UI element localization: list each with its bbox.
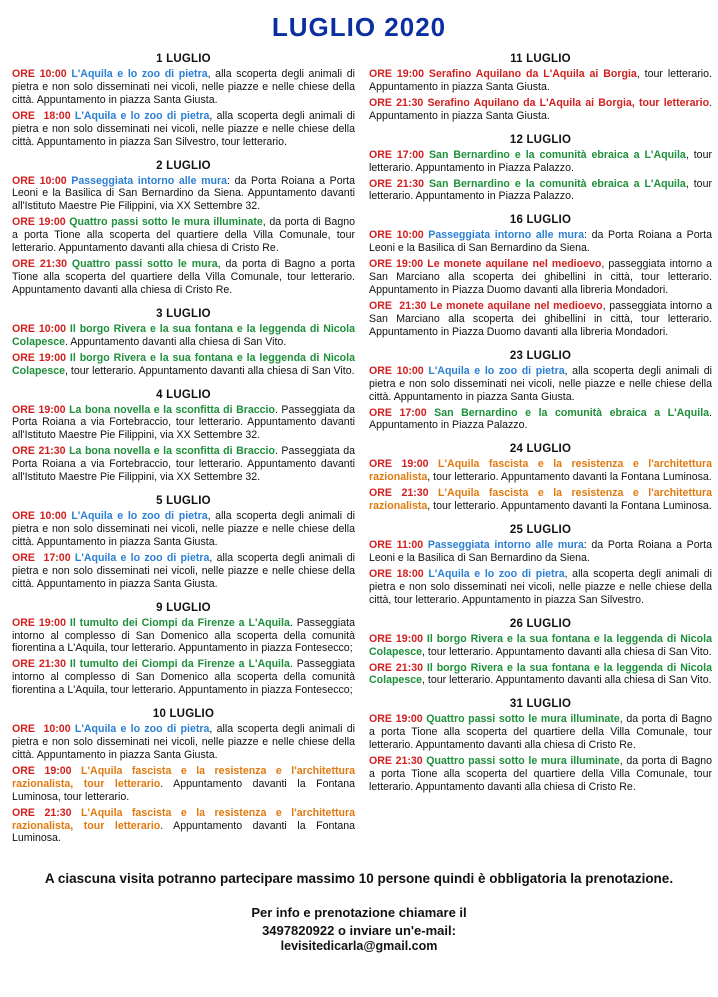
event-description: . Passeggiata intorno al complesso di San Domenico alla scoperta della comunità fiorentina a L'Aquila, tour letterario. Appuntamento in piazza Fontesecco;	[12, 658, 355, 697]
event-time: ORE 18:00	[12, 109, 71, 122]
event-description: , tour letterario. Appuntamento in Piazza Palazzo.	[369, 177, 712, 203]
event-entry	[12, 658, 355, 697]
event-description: , alla scoperta degli animali di pietra e non solo disseminati nei vicoli, nelle piazze e nelle chiese della città. Appuntamento in piazza Santa Giusta.	[12, 68, 355, 106]
event-entry	[369, 407, 712, 433]
day-block	[369, 53, 712, 123]
event-time: ORE 10:00	[12, 68, 67, 80]
day-heading: 11 LUGLIO	[510, 53, 571, 65]
event-description: . Appuntamento davanti la Fontana Luminosa.	[12, 819, 356, 845]
event-entry	[12, 216, 355, 255]
event-title: L'Aquila e lo zoo di pietra	[74, 723, 210, 736]
event-time: ORE 10:00	[12, 174, 67, 187]
page-title: LUGLIO 2020	[271, 12, 447, 42]
event-description: , da porta di Bagno a porta Tione alla scoperta del quartiere della Villa Comunale, tour letterario. Appuntamento davanti alla chiesa di Cristo Re.	[369, 755, 713, 793]
event-entry	[369, 755, 712, 794]
event-time: ORE 21:30	[369, 96, 424, 109]
event-title: San Bernardino e la comunità ebraica a L'Aquila	[434, 406, 710, 419]
event-entry	[369, 258, 712, 297]
event-title: Il borgo Rivera e la sua fontana e la leggenda di Nicola Colapesce	[369, 632, 712, 658]
event-title: L'Aquila fascista e la resistenza e l'architettura razionalista, tour letterario	[12, 764, 355, 790]
event-title: La bona novella e la sconfitta di Braccio	[69, 445, 275, 458]
day-block	[369, 350, 712, 433]
day-block	[12, 308, 355, 378]
event-title: Il borgo Rivera e la sua fontana e la leggenda di Nicola Colapesce	[12, 351, 355, 377]
event-title: Serafino Aquilano da L'Aquila ai Borgia	[428, 68, 637, 80]
event-description: , passeggiata intorno a San Marciano alla scoperta dei ghibellini in città, tour letterario. Appuntamento in Piazza Duomo davanti alla libreria Mondadori.	[369, 258, 712, 297]
event-time: ORE 21:30	[12, 258, 67, 271]
event-title: Quattro passi sotto le mura illuminate	[426, 713, 620, 726]
day-block	[12, 602, 355, 698]
day-block	[369, 524, 712, 607]
event-entry	[12, 765, 355, 804]
day-heading: 26 LUGLIO	[509, 617, 572, 630]
event-description: : da Porta Roiana a Porta Leoni e la Basilica di San Bernardino da Siena.	[369, 229, 712, 255]
event-title: L'Aquila e lo zoo di pietra	[428, 364, 565, 377]
event-description: . Passeggiata da Porta Roiana a via Fortebraccio, tour letterario. Appuntamento davanti all'Istituto Maestre Pie Filippini, via XX Settembre 32.	[12, 445, 355, 484]
day-heading: 25 LUGLIO	[509, 524, 572, 537]
event-description: , tour letterario. Appuntamento davanti alla chiesa di San Vito.	[422, 674, 712, 687]
event-title: L'Aquila e lo zoo di pietra	[74, 551, 210, 564]
event-description: , passeggiata intorno a San Marciano alla scoperta dei ghibellini in città, tour letterario. Appuntamento in Piazza Duomo davanti alla libreria Mondadori.	[369, 299, 712, 338]
event-entry	[12, 68, 355, 107]
column-right	[369, 53, 712, 805]
event-title: Le monete aquilane nel medioevo	[430, 299, 603, 312]
event-time: ORE 19:00	[12, 764, 72, 777]
event-title: La bona novella e la sconfitta di Braccio	[69, 403, 275, 416]
event-entry	[369, 300, 712, 339]
event-title: Le monete aquilane nel medioevo	[427, 258, 602, 271]
footer-note: A ciascuna visita potranno partecipare massimo 10 persone quindi è obbligatoria la prenotazione.	[44, 871, 674, 887]
event-description: , tour letterario. Appuntamento davanti la Fontana Luminosa.	[427, 471, 712, 484]
event-description: , alla scoperta degli animali di pietra e non solo disseminati nei vicoli, nelle piazze e nelle chiese della città, tour letterario. Appuntamento in piazza San Silvestro.	[369, 567, 712, 606]
event-entry	[369, 365, 712, 404]
day-block	[369, 618, 712, 688]
event-title: Quattro passi sotto le mura illuminate	[426, 755, 620, 768]
event-title: L'Aquila fascista e la resistenza e l'architettura razionalista, tour letterario	[12, 806, 355, 832]
event-time: ORE 19:00	[369, 258, 424, 271]
day-block	[12, 495, 355, 591]
event-description: , alla scoperta degli animali di pietra e non solo disseminati nei vicoli, nelle piazze e nelle chiese della città. Appuntamento in piazza Santa Giusta.	[12, 551, 355, 590]
day-block	[369, 214, 712, 338]
event-description: . Passeggiata intorno al complesso di San Domenico alla scoperta della comunità fiorentina a L'Aquila, tour letterario. Appuntamento in piazza Fontesecco;	[12, 616, 355, 655]
day-heading: 16 LUGLIO	[509, 214, 572, 227]
event-description: . Appuntamento in piazza Santa Giusta.	[369, 96, 713, 122]
event-title: L'Aquila fascista e la resistenza e l'architettura razionalista	[369, 458, 712, 484]
event-entry	[369, 229, 712, 255]
day-block	[12, 389, 355, 485]
event-entry	[12, 110, 355, 149]
event-description: , alla scoperta degli animali di pietra e non solo disseminati nei vicoli, nelle piazze e nelle chiese della città. Appuntamento in piazza Santa Giusta.	[12, 723, 355, 761]
event-description: , alla scoperta degli animali di pietra e non solo disseminati nei vicoli, nelle piazze e nelle chiese della città. Appuntamento in piazza Santa Giusta.	[369, 364, 712, 403]
event-entry	[369, 713, 712, 752]
event-title: Quattro passi sotto le mura	[71, 258, 218, 271]
event-entry	[369, 68, 712, 94]
event-entry	[12, 510, 355, 549]
event-title: L'Aquila e lo zoo di pietra	[428, 567, 565, 580]
event-time: ORE 10:00	[12, 510, 67, 523]
event-title: L'Aquila e lo zoo di pietra	[71, 68, 208, 80]
event-entry	[369, 662, 712, 688]
event-description: , tour letterario. Appuntamento davanti alla chiesa di San Vito.	[422, 645, 712, 658]
event-description: , da porta di Bagno a porta Tione alla scoperta del quartiere della Villa Comunale, tour letterario. Appuntamento davanti alla chiesa di Cristo Re.	[12, 258, 355, 296]
event-time: ORE 19:00	[12, 403, 66, 416]
event-time: ORE 17:00	[369, 148, 425, 161]
footer-info-line1: Per info e prenotazione chiamare il	[251, 904, 467, 920]
event-entry	[12, 445, 355, 484]
event-title: Il borgo Rivera e la sua fontana e la leggenda di Nicola Colapesce	[12, 322, 355, 348]
event-description: . Appuntamento in Piazza Palazzo.	[369, 406, 712, 432]
day-heading: 12 LUGLIO	[509, 133, 572, 146]
day-block	[12, 708, 355, 845]
event-entry	[12, 552, 355, 591]
event-time: ORE 17:00	[12, 551, 71, 564]
event-title: L'Aquila e lo zoo di pietra	[74, 109, 210, 122]
footer	[12, 870, 706, 953]
event-description: : da Porta Roiana a Porta Leoni e la Basilica di San Bernardino da Siena. Appuntamento davanti all'Istituto Maestre Pie Filippini, via XX Settembre 32.	[12, 174, 355, 213]
event-entry	[12, 323, 355, 349]
event-entry	[369, 487, 712, 513]
event-entry	[12, 258, 355, 297]
event-description: : da Porta Roiana a Porta Leoni e la Basilica di San Bernardino da Siena.	[369, 539, 712, 564]
event-time: ORE 10:00	[12, 322, 66, 335]
footer-email: levisitedicarla@gmail.com	[280, 939, 438, 954]
event-time: ORE 19:00	[369, 68, 424, 80]
event-time: ORE 21:30	[369, 755, 423, 768]
event-description: , alla scoperta degli animali di pietra e non solo disseminati nei vicoli, nelle piazze e nelle chiese della città. Appuntamento in piazza Santa Giusta.	[12, 510, 355, 548]
event-time: ORE 19:00	[12, 351, 66, 364]
event-title: San Bernardino e la comunità ebraica a L'Aquila	[428, 177, 686, 190]
event-title: Il borgo Rivera e la sua fontana e la leggenda di Nicola Colapesce	[369, 661, 712, 687]
event-entry	[12, 617, 355, 656]
day-heading: 5 LUGLIO	[156, 495, 211, 508]
event-description: , tour letterario. Appuntamento davanti la Fontana Luminosa.	[427, 500, 712, 513]
day-block	[369, 698, 712, 794]
columns-container	[12, 53, 713, 856]
event-time: ORE 17:00	[369, 406, 427, 419]
day-heading: 9 LUGLIO	[156, 601, 211, 614]
event-time: ORE 18:00	[369, 567, 424, 580]
day-heading: 23 LUGLIO	[509, 349, 572, 362]
event-time: ORE 21:30	[369, 177, 425, 190]
event-description: , tour letterario. Appuntamento in Piazza Palazzo.	[369, 148, 712, 174]
event-entry	[12, 723, 355, 762]
event-description: , da porta di Bagno a porta Tione alla scoperta del quartiere della Villa Comunale, tour letterario. Appuntamento davanti alla chiesa di Cristo Re.	[369, 713, 713, 752]
event-entry	[369, 539, 712, 565]
event-entry	[12, 175, 355, 214]
event-time: ORE 21:30	[369, 299, 427, 312]
event-time: ORE 21:30	[12, 658, 66, 671]
event-entry	[369, 458, 712, 484]
event-time: ORE 11:00	[369, 539, 424, 552]
event-time: ORE 10:00	[12, 723, 71, 736]
day-heading: 2 LUGLIO	[156, 159, 211, 172]
event-title: L'Aquila fascista e la resistenza e l'architettura razionalista	[369, 487, 712, 513]
event-description: . Appuntamento davanti alla chiesa di San Vito.	[65, 335, 287, 348]
event-time: ORE 19:00	[369, 632, 423, 645]
event-title: Passeggiata intorno alle mura	[428, 229, 585, 242]
day-block	[369, 134, 712, 204]
event-title: Passeggiata intorno alle mura	[71, 174, 228, 187]
event-entry	[12, 352, 355, 378]
event-entry	[369, 568, 712, 607]
event-description: , alla scoperta degli animali di pietra e non solo disseminati nei vicoli, nelle piazze e nelle chiese della città. Appuntamento in piazza San Silvestro, tour letterario.	[12, 109, 355, 148]
event-entry	[369, 633, 712, 659]
event-time: ORE 10:00	[369, 229, 424, 242]
event-title: Il tumulto dei Ciompi da Firenze a L'Aquila	[69, 658, 290, 671]
event-title: Quattro passi sotto le mura illuminate	[69, 216, 263, 229]
day-heading: 10 LUGLIO	[152, 708, 215, 721]
column-left	[12, 53, 355, 856]
day-heading: 31 LUGLIO	[509, 698, 572, 711]
event-entry	[369, 178, 712, 204]
event-time: ORE 19:00	[369, 458, 429, 471]
day-heading: 24 LUGLIO	[509, 443, 572, 456]
event-title: Serafino Aquilano da L'Aquila ai Borgia, tour letterario	[427, 96, 710, 109]
event-entry	[12, 404, 355, 443]
day-block	[12, 53, 355, 149]
event-description: , da porta di Bagno a porta Tione alla scoperta del quartiere della Villa Comunale, tour letterario. Appuntamento davanti alla chiesa di Cristo Re.	[12, 216, 356, 255]
event-description: . Appuntamento davanti la Fontana Luminosa, tour letterario.	[12, 777, 356, 803]
event-entry	[12, 807, 355, 846]
event-entry	[369, 97, 712, 123]
event-time: ORE 21:30	[12, 806, 72, 819]
event-time: ORE 19:00	[12, 616, 66, 629]
event-time: ORE 21:30	[369, 487, 429, 500]
event-title: San Bernardino e la comunità ebraica a L'Aquila	[428, 148, 686, 161]
event-time: ORE 21:30	[12, 445, 66, 458]
day-heading: 3 LUGLIO	[156, 307, 211, 320]
footer-info-line2: 3497820922 o inviare un'e-mail:	[262, 922, 456, 938]
event-time: ORE 10:00	[369, 364, 424, 377]
day-heading: 4 LUGLIO	[156, 388, 211, 401]
event-title: L'Aquila e lo zoo di pietra	[71, 510, 208, 523]
day-block	[12, 160, 355, 297]
day-heading: 1 LUGLIO	[156, 53, 211, 65]
event-title: Il tumulto dei Ciompi da Firenze a L'Aquila	[69, 616, 290, 629]
event-time: ORE 21:30	[369, 661, 423, 674]
event-description: , tour letterario. Appuntamento davanti alla chiesa di San Vito.	[65, 364, 355, 377]
event-entry	[369, 149, 712, 175]
event-time: ORE 19:00	[12, 216, 66, 229]
day-block	[369, 443, 712, 513]
event-description: , tour letterario. Appuntamento in piazza Santa Giusta.	[369, 68, 712, 93]
event-time: ORE 19:00	[369, 713, 423, 726]
event-description: . Passeggiata da Porta Roiana a via Fortebraccio, tour letterario. Appuntamento davanti all'Istituto Maestre Pie Filippini, via XX Settembre 32.	[12, 403, 355, 442]
event-title: Passeggiata intorno alle mura	[427, 539, 584, 552]
